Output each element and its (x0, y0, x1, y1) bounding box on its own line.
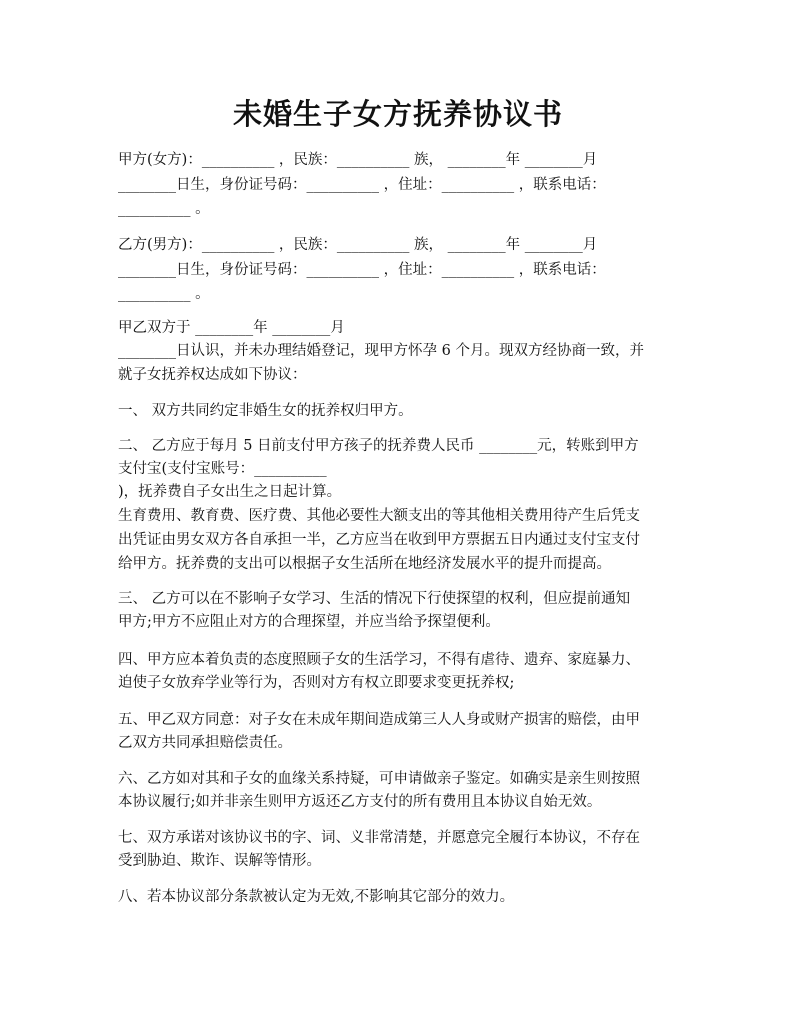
clause-7-line-1: 七、双方承诺对该协议书的字、词、义非常清楚，并愿意完全履行本协议，不存在 (118, 830, 640, 846)
clause-8: 八、若本协议部分条款被认定为无效,不影响其它部分的效力。 (118, 889, 515, 905)
clause-2-line-6: 给甲方。抚养费的支出可以根据子女生活所在地经济发展水平的提升而提高。 (118, 556, 611, 572)
clause-5-line-1: 五、甲乙双方同意：对子女在未成年期间造成第三人人身或财产损害的赔偿，由甲 (118, 712, 640, 728)
clause-2-line-2: 支付宝(支付宝账号：__________ (118, 461, 327, 477)
clause-2-line-1: 二、 乙方应于每月 5 日前支付甲方孩子的抚养费人民币 ________元，转账到甲方 (118, 438, 639, 454)
clause-2-line-3: )，抚养费自子女出生之日起计算。 (118, 484, 342, 500)
clause-2-line-4: 生育费用、教育费、医疗费、其他必要性大额支出的等其他相关费用待产生后凭支 (118, 508, 640, 524)
clause-1: 一、 双方共同约定非婚生女的抚养权归甲方。 (118, 403, 413, 419)
clause-4-line-1: 四、甲方应本着负责的态度照顾子女的生活学习，不得有虐待、遗弃、家庭暴力、 (118, 652, 640, 668)
intro-line-1: 甲乙双方于 ________年 ________月 (118, 320, 345, 336)
clause-6-line-1: 六、乙方如对其和子女的血缘关系持疑，可申请做亲子鉴定。如确实是亲生则按照 (118, 771, 640, 787)
intro-line-3: 就子女抚养权达成如下协议： (118, 367, 307, 383)
clause-5-line-2: 乙双方共同承担赔偿责任。 (118, 735, 292, 751)
party-a-line-2: ________日生，身份证号码：__________ ，住址：__________ ，联系电话： (118, 177, 606, 193)
document-title: 未婚生子女方抚养协议书 (232, 97, 563, 131)
party-a-line-3: __________ 。 (118, 201, 210, 217)
clause-4-line-2: 迫使子女放弃学业等行为，否则对方有权立即要求变更抚养权; (118, 675, 515, 691)
party-b-line-1: 乙方(男方)：__________ ，民族：__________ 族， ________年 ________月 (118, 237, 598, 253)
party-b-line-3: __________ 。 (118, 286, 210, 302)
clause-3-line-2: 甲方;甲方不应阻止对方的合理探望，并应当给予探望便利。 (118, 614, 500, 630)
intro-line-2: ________日认识，并未办理结婚登记，现甲方怀孕 6 个月。现双方经协商一致，并 (118, 343, 644, 359)
clause-3-line-1: 三、 乙方可以在不影响子女学习、生活的情况下行使探望的权利，但应提前通知 (118, 591, 631, 607)
party-a-line-1: 甲方(女方)：__________ ，民族：__________ 族， ________年 ________月 (118, 152, 598, 168)
clause-6-line-2: 本协议履行;如并非亲生则甲方返还乙方支付的所有费用且本协议自始无效。 (118, 794, 602, 810)
party-b-line-2: ________日生，身份证号码：__________ ，住址：__________ ，联系电话： (118, 262, 606, 278)
clause-7-line-2: 受到胁迫、欺诈、误解等情形。 (118, 853, 321, 869)
clause-2-line-5: 出凭证由男女双方各自承担一半，乙方应当在收到甲方票据五日内通过支付宝支付 (118, 532, 640, 548)
